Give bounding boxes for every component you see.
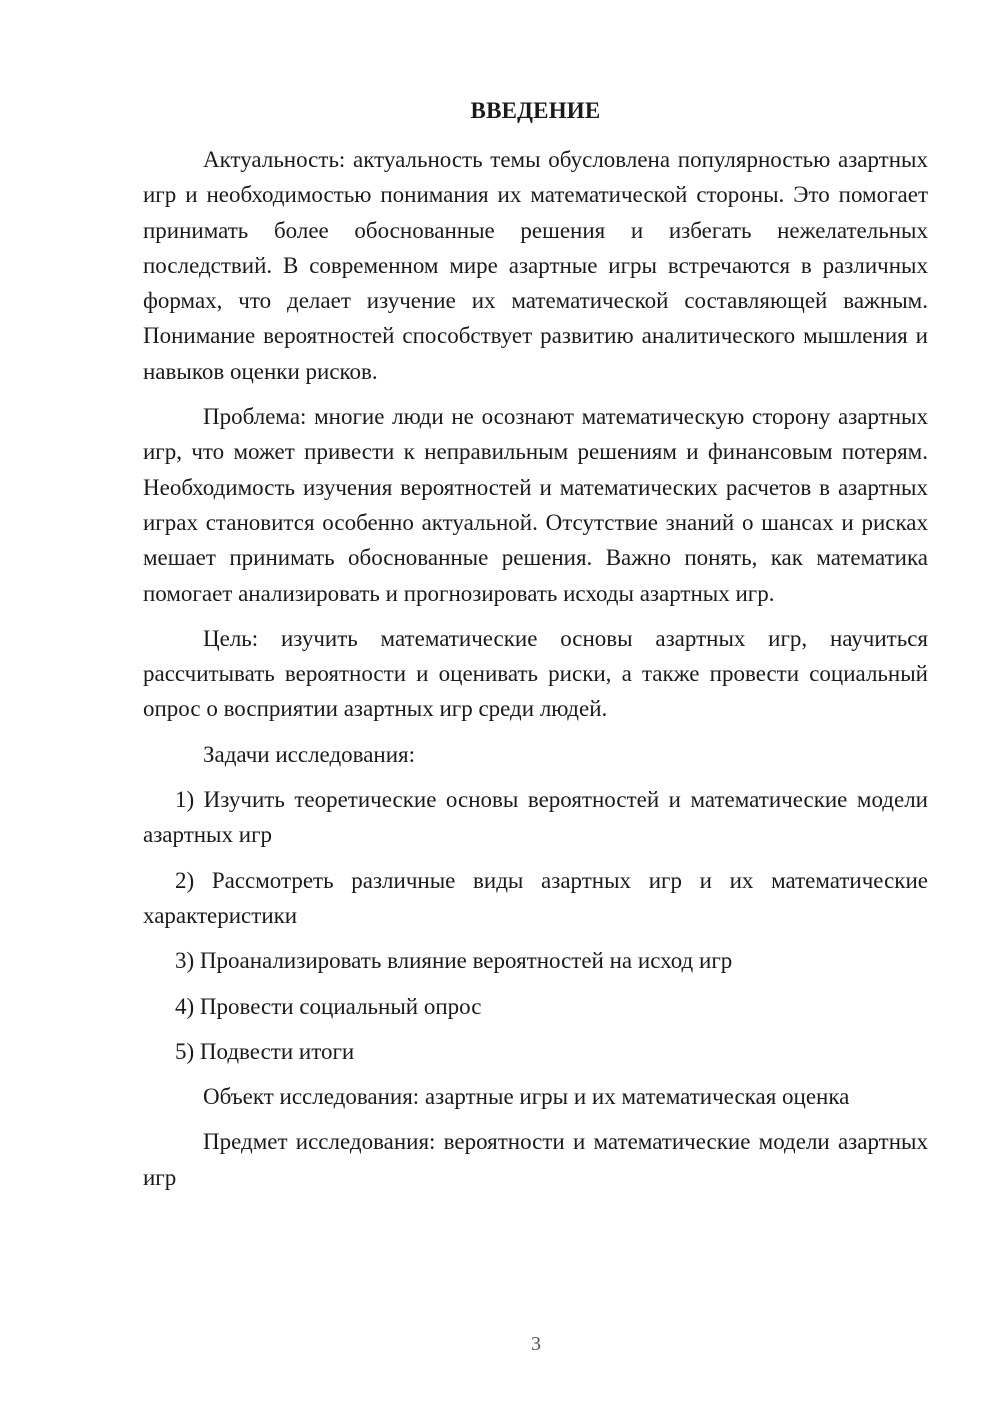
relevance-paragraph: Актуальность: актуальность темы обусловлена популярностью азартных игр и необходимостью понимания их математической стороны. Это помогает принимать более обоснованные решения и избегать нежелательных последствий. В современном мире азартные игры встречаются в различных формах, что делает изучение их математической составляющей важным. Понимание вероятностей способствует развитию аналитического мышления и навыков оценки рисков. xyxy=(143,147,928,384)
object-paragraph: Объект исследования: азартные игры и их математическая оценка xyxy=(203,1084,850,1110)
task-item: 1) Изучить теоретические основы вероятностей и математические модели азартных игр xyxy=(143,787,928,848)
document-page xyxy=(143,94,928,1205)
task-item: 3) Проанализировать влияние вероятностей на исход игр xyxy=(175,948,733,974)
tasks-title: Задачи исследования: xyxy=(203,741,416,767)
task-item: 5) Подвести итоги xyxy=(175,1038,355,1064)
page-number: 3 xyxy=(531,1333,541,1355)
problem-paragraph: Проблема: многие люди не осознают математическую сторону азартных игр, что может привести к неправильным решениям и финансовым потерям. Необходимость изучения вероятностей и математических расчетов в азартных играх становится особенно актуальной. Отсутствие знаний о шансах и рисках мешает принимать обоснованные решения. Важно понять, как математика помогает анализировать и прогнозировать исходы азартных игр. xyxy=(143,404,928,606)
section-heading: ВВЕДЕНИЕ xyxy=(470,98,601,123)
task-item: 2) Рассмотреть различные виды азартных игр и их математические характеристики xyxy=(143,867,928,928)
task-item: 4) Провести социальный опрос xyxy=(175,993,482,1019)
subject-paragraph: Предмет исследования: вероятности и математические модели азартных игр xyxy=(143,1129,928,1190)
goal-paragraph: Цель: изучить математические основы азартных игр, научиться рассчитывать вероятности и оценивать риски, а также провести социальный опрос о восприятии азартных игр среди людей. xyxy=(143,625,928,722)
